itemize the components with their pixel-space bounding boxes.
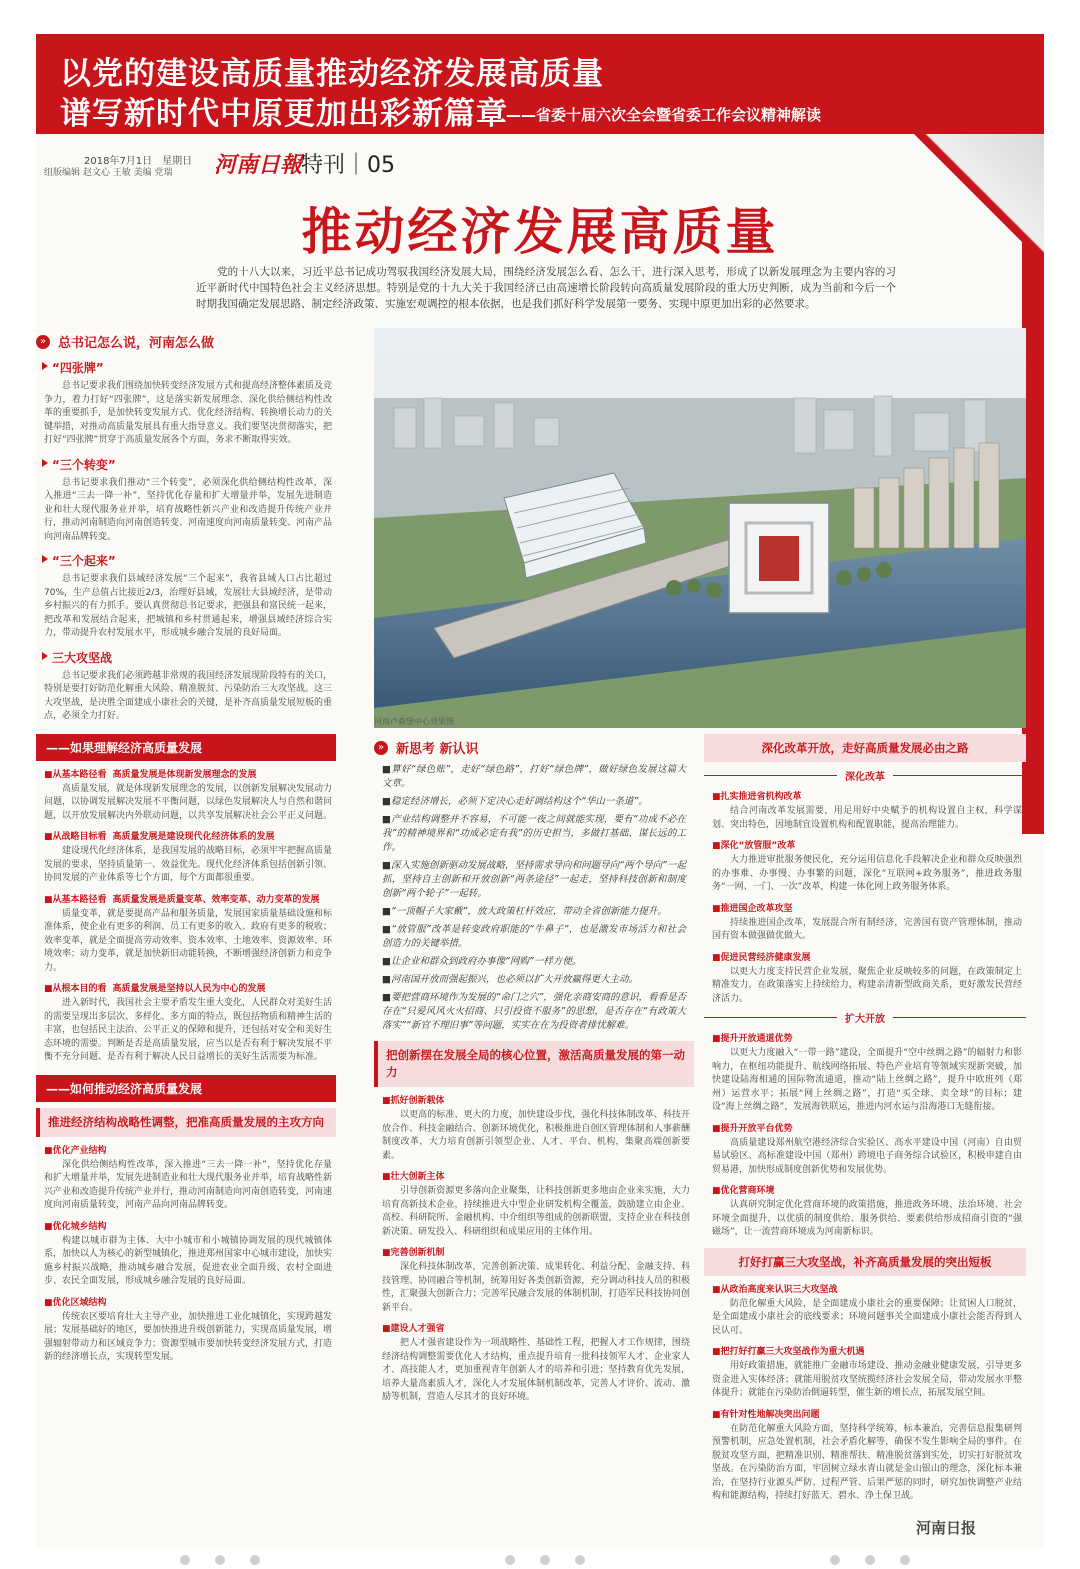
reform-label: 深化改革 [845, 772, 885, 783]
intro-paragraph: 党的十八大以来，习近平总书记成功驾驭我国经济发展大局，围绕经济发展怎么看、怎么干，进行深入思考，形成了以新发展理念为主要内容的习近平新时代中国特色社会主义经济思想。特别是党的十九大关于我国经济已由高速增长阶段转向高质量发展阶段的重大历史判断，成为当前和今后一个时期我国确定发展思路、制定经济政策、实施宏观调控的根本依据，也是我们抓好科学发展第一要务、实现中原更加出彩的必然要求。 [196, 266, 896, 310]
reform-subheading: ■促进民营经济健康发展 [712, 952, 811, 963]
reform-text: 持续推进国企改革，发展混合所有制经济，完善国有资产管理体制，推动国有资本做强做优做大。 [712, 917, 1022, 941]
innovation-subheading: ■完善创新机制 [382, 1248, 445, 1258]
promote-text: 深化供给侧结构性改革，深入推进“三去一降一补”，坚持优化存量和扩大增量并举，发展先进制造业和壮大现代服务业并举，培育战略性新兴产业和改造提升传统产业并行，推动河南制造向河南创造转变，河南速度向河南质量转变，河南产品向河南品牌转变。 [44, 1159, 333, 1210]
banner-line-1: 以党的建设高质量推动经济发展高质量 [60, 56, 604, 92]
middle-section-title: 新思考 新认识 [396, 742, 479, 757]
open-text: 以更大力度融入“一带一路”建设，全面提升“空中丝绸之路”的辐射力和影响力，在枢纽功能提升、航线网络拓展、特色产业培育等领域实现新突破，加快建设陆海相通的国际物流通道，推动“陆上丝绸之路”，提升中欧班列（郑州）运营水平；拓展“网上丝绸之路”，打造“买全球、卖全球”的目标；建设“海上丝绸之路”，发展海铁联运，推进内河水运与沿海港口无缝衔接。 [712, 1048, 1022, 1112]
right-column [704, 734, 1026, 1504]
battle-items [704, 1282, 1026, 1504]
reform-items [704, 789, 1026, 1006]
promote-box [36, 1108, 336, 1137]
quote-item: ■让企业和群众到政府办事像“网购”一样方便。 [382, 956, 582, 967]
left-items [36, 359, 336, 724]
quote-item: ■稳定经济增长，必须下定决心走好调结构这个“华山一条道”。 [382, 796, 648, 807]
reform-subheading: ■推进国企改革攻坚 [712, 903, 793, 914]
left-item-heading: “四张牌” [42, 359, 336, 376]
open-subheading: ■提升开放通道优势 [712, 1034, 793, 1044]
left-item-text: 总书记要求我们推动“三个转变”，必须深化供给侧结构性改革，深入推进“三去一降一补”，坚持优化存量和扩大增量并举，发展先进制造业和壮大现代服务业并举，培育战略性新兴产业和改造提升传统产业并行，推动河南制造向河南创造转变、河南速度向河南质量转变、河南产品向河南品牌转变。 [44, 477, 333, 542]
pager-dots-middle [505, 1555, 585, 1565]
image-caption: 河南卢森堡中心效果图 [374, 717, 454, 726]
left-item-heading: 三大攻坚战 [42, 649, 336, 666]
battle-text: 防范化解重大风险，是全面建成小康社会的重要保障；让贫困人口脱贫，是全面建成小康社会的底线要求；环境问题事关全面建成小康社会能否得到人民认可。 [712, 1298, 1022, 1336]
open-subheading: ■优化营商环境 [712, 1186, 775, 1196]
promote-box-title: 推进经济结构战略性调整，把准高质量发展的主攻方向 [48, 1114, 324, 1129]
understand-heading: 高质量发展是建设现代化经济体系的发展 [112, 832, 275, 842]
issue-date: 2018年7月1日 星期日 [84, 156, 193, 167]
promote-subheading: ■优化产业结构 [44, 1145, 107, 1156]
understand-tag: ■从基本路径看 [44, 894, 107, 905]
quote-item: ■要把营商环境作为发展的“命门之穴”，强化亲商安商的意识，看看是否存在“只爱风风火火招商、只引投资不服务”的思想，是否存在“有政策大落实”“新官不理旧事”等问题，实实在在为投资者排忧解难。 [382, 992, 686, 1031]
quotes-list [374, 763, 694, 1033]
promote-subheading: ■优化区域结构 [44, 1297, 107, 1308]
open-subheading: ■提升开放平台优势 [712, 1123, 793, 1134]
reform-text: 大力推进审批服务便民化，充分运用信息化手段解决企业和群众反映强烈的办事难、办事慢、办事繁的问题，深化“互联网+政务服务”，推进政务服务“一网、一门、一次”改革，构建一体化网上政务服务体系。 [712, 855, 1022, 892]
innovation-text: 引导创新资源更多落向企业聚集，让科技创新更多地由企业来实施，大力培育高新技术企业，持续推进大中型企业研发机构全覆盖，鼓励建立由企业、高校、科研院所、金融机构、中介组织等组成的创新联盟，支持企业在科技创新决策、研发投入、科研组织和成果应用的主体作用。 [382, 1186, 690, 1237]
left-column [36, 328, 336, 1365]
reform-text: 以更大力度支持民营企业发展，聚焦企业反映较多的问题，在政策制定上精准发力，在政策落实上持续给力，构建亲清新型政商关系，更好激发民营经济活力。 [712, 966, 1022, 1004]
battle-subheading: ■把打好打赢三大攻坚战作为重大机遇 [712, 1347, 865, 1357]
battle-box-title: 打好打赢三大攻坚战，补齐高质量发展的突出短板 [704, 1248, 1026, 1276]
open-text: 高质量建设郑州航空港经济综合实验区、高水平建设中国（河南）自由贸易试验区、高标准建设中国（郑州）跨境电子商务综合试验区，积极申建自由贸易港，加快形成制度创新优势和发展优势。 [712, 1137, 1022, 1175]
rendering-image [374, 328, 1026, 728]
left-item-text: 总书记要求我们县域经济发展“三个起来”，我省县域人口占比超过70%，生产总值占比接近2/3，治理好县域，发展壮大县域经济，是带动乡村振兴的有力抓手。要认真贯彻总书记要求，把强县和富民统一起来，把改革和发展结合起来，把城镇和乡村贯通起来，增强县域经济综合实力，带动提升农村发展水平，形成城乡融合发展的良好局面。 [44, 574, 333, 638]
understand-text: 建设现代化经济体系，是我国发展的战略目标，必须牢牢把握高质量发展的要求，坚持质量第一、效益优先。现代化经济体系包括创新引领、协同发展的产业体系等七个方面，每个方面都很重要。 [44, 846, 333, 883]
left-item-heading: “三个起来” [42, 552, 336, 569]
innovation-text: 以更高的标准、更大的力度，加快建设步伐，强化科技体制改革、科技开放合作、科技金融结合、创新环境优化，积极推进自创区管理体制和人事薪酬制度改革，大力培育创新引领型企业、人才、平台、机构，集聚高端创新要素。 [382, 1110, 690, 1161]
quote-item: ■“放管服”改革是转变政府职能的“牛鼻子”，也是激发市场活力和社会创造力的关键举措。 [382, 924, 686, 949]
innovation-subheading: ■壮大创新主体 [382, 1172, 445, 1182]
page-title: 推动经济发展高质量 [301, 202, 779, 261]
reform-subheading: ■深化“放管服”改革 [712, 841, 796, 851]
quote-item: ■产业结构调整并不容易，不可能一夜之间就能实现，要有“功成不必在我”的精神境界和“功成必定有我”的历史担当，多做打基础、谋长远的工作。 [382, 814, 686, 853]
newspaper-page [36, 34, 1044, 1549]
battle-text: 在防范化解重大风险方面，坚持科学统筹，标本兼治，完善信息报集研判预警机制，应急处置机制，社会矛盾化解等，确保不发生影响全局的事件。在脱贫攻坚方面，把精准识别、精准帮扶、精准脱贫落到实处，切实打好脱贫攻坚战。在污染防治方面，牢固树立绿水青山就是金山银山的理念，深化标本兼治，在坚持行业源头严防、过程严管、后果严惩的同时，研究加快调整产业结构和能源结构，持续打好蓝天、碧水、净土保卫战。 [712, 1423, 1022, 1501]
understand-subheading [44, 892, 336, 905]
understand-subheading [44, 767, 336, 780]
reform-subheading: ■扎实推进省机构改革 [712, 792, 802, 802]
promote-text: 构建以城市群为主体、大中小城市和小城镇协调发展的现代城镇体系，加快以人为核心的新型城镇化，推进郑州国家中心城市建设，加快实施乡村振兴战略，推动城乡融合发展，促进农业全面升级、农村全面进步、农民全面发展，形成城乡融合发展的良好局面。 [44, 1235, 333, 1286]
left-item-text: 总书记要求我们必须跨越非常规的我国经济发展现阶段特有的关口，特别是要打好防范化解重大风险、精准脱贫、污染防治三大攻坚战。这三大攻坚战，是决胜全面建成小康社会的关键，是补齐高质量发展短板的重点，必须全力打好。 [44, 670, 333, 721]
middle-column [374, 734, 694, 1405]
open-items [704, 1031, 1026, 1240]
promote-title: ——如何推动经济高质量发展 [36, 1075, 336, 1102]
battle-text: 用好政策措施，就能推广金融市场建设、推动金融业健康发展，引导更多资金进入实体经济；就能用脱贫攻坚统揽经济社会发展全局，带动发展水平整体提升；就能在污染防治倒逼转型，催生新的增长点，拓展发展空间。 [712, 1361, 1022, 1398]
battle-subheading: ■有针对性地解决突出问题 [712, 1409, 820, 1420]
innovation-text: 把人才强省建设作为一项战略性、基础性工程，把握人才工作规律，围绕经济结构调整需要优化人才结构，重点提升培育一批科技领军人才、企业家人才、高技能人才，更加重视青年创新人才的培养和引进；坚持教育优先发展，培养大量高素质人才，深化人才发展体制机制改革，完善人才评价、流动、激励等机制，营造人尽其才的良好环境。 [382, 1338, 690, 1402]
understand-heading: 高质量发展是体现新发展理念的发展 [112, 769, 257, 780]
open-divider [704, 1010, 1026, 1025]
pager-dots-right [830, 1555, 910, 1565]
understand-subheading [44, 981, 336, 994]
left-item-heading: “三个转变” [42, 456, 336, 473]
quote-item: ■深入实施创新驱动发展战略，坚持需求导向和问题导向“两个导向”一起抓，坚持自主创新和开放创新“两条途径”一起走，坚持科技创新和制度创新“两个轮子”一起转。 [382, 860, 686, 899]
promote-subheading: ■优化城乡结构 [44, 1221, 107, 1232]
chevron-icon: » [374, 741, 388, 755]
innovation-items [374, 1093, 694, 1405]
understand-text: 质量变革，就是要提高产品和服务质量，发展国家质量基础设施和标准体系，使企业有更多的利润、员工有更多的收入、政府有更多的税收；效率变革，就是全面提高劳动效率、资本效率、土地效率、资源效率、环境效率；动力变革，就是加快新旧动能转换，不断增强经济创新力和竞争力。 [44, 908, 333, 973]
quote-item: ■“一顶帽子大家戴”，放大政策杠杆效应，带动全省创新能力提升。 [382, 906, 667, 917]
open-text: 认真研究制定优化营商环境的政策措施，推进政务环境、法治环境、社会环境全面提升，以优质的制度供给、服务供给、要素供给形成招商引资的“强磁场”，让一流营商环境成为河南新标识。 [712, 1200, 1022, 1237]
middle-section-header [374, 738, 694, 757]
pager-dots-left [180, 1555, 260, 1565]
banner-line-2: 谱写新时代中原更加出彩新篇章 [60, 96, 508, 132]
understand-subheading [44, 829, 336, 842]
reform-box-title: 深化改革开放，走好高质量发展必由之路 [704, 734, 1026, 762]
chevron-icon: » [36, 335, 50, 349]
open-label: 扩大开放 [845, 1014, 885, 1025]
understand-title: ——如果理解经济高质量发展 [36, 734, 336, 761]
left-item-text: 总书记要求我们围绕加快转变经济发展方式和提高经济整体素质及竞争力，着力打好“四张牌”，这是落实新发展理念、深化供给侧结构性改革的重要抓手，是加快转变发展方式、优化经济结构、转换增长动力的关键举措，对推动高质量发展具有重大指导意义。我们要坚决贯彻落实，把打好“四张牌”贯穿于高质量发展各个方面，务求不断取得实效。 [44, 381, 333, 445]
battle-subheading: ■从政治高度来认识三大攻坚战 [712, 1284, 838, 1295]
quote-item: ■河南国开放而强起振兴，也必须以扩大开放赢得更大主动。 [382, 974, 638, 985]
left-section-title: 总书记怎么说，河南怎么做 [58, 336, 215, 351]
understand-tag: ■从战略目标看 [44, 832, 107, 842]
innovation-box [374, 1041, 694, 1087]
innovation-text: 深化科技体制改革，完善创新决策、成果转化、利益分配、金融支持、科技管理、协同融合等机制，统筹用好各类创新资源，充分调动科技人员的积极性，汇聚强大创新合力；完善军民融合发展的体制机制，打造军民科技协同创新平台。 [382, 1262, 690, 1313]
understand-text: 高质量发展，就是体现新发展理念的发展，以创新发展解决发展动力问题，以协调发展解决发展不平衡问题，以绿色发展解决人与自然和谐问题，以开放发展解决内外联动问题，以共享发展解决社会公平正义问题。 [44, 783, 333, 821]
banner [36, 34, 1044, 134]
understand-text: 进入新时代，我国社会主要矛盾发生重大变化，人民群众对美好生活的需要呈现出多层次、多样化、多方面的特点，既包括物质和精神生活的丰富，也包括民主法治、公平正义的保障和提升，还包括对安全和美好生态环境的需要。判断是否是高质量发展，应当以是否有利于解决发展不平衡不充分问题、是否有利于解决人民日益增长的美好生活需要为标准。 [44, 998, 333, 1062]
editor-credits: 组版编辑 赵文心 王敏 美编 党瑞 [44, 168, 173, 178]
quote-item: ■算好“绿色账”，走好“绿色路”，打好“绿色牌”，做好绿色发展这篇大文章。 [382, 764, 686, 789]
watermark: 河南日报 [916, 1519, 977, 1537]
understand-items [36, 767, 336, 1065]
understand-heading: 高质量发展是坚持以人民为中心的发展 [112, 984, 266, 994]
reform-text: 结合河南改革发展需要，用足用好中央赋予的机构设置自主权，科学谋划、突出特色，因地制宜设置机构和配置职能，提高治理能力。 [712, 806, 1022, 830]
banner-subtitle: ——省委十届六次全会暨省委工作会议精神解读 [506, 106, 822, 124]
understand-tag: ■从基本路径看 [44, 769, 107, 780]
promote-text: 传统农区要培育壮大主导产业，加快推进工业化城镇化，实现跨越发展；发展基础好的地区，要加快推进升级创新能力，实现高质量发展，增强辐射带动力和区域竞争力；资源型城市要加快转变经济发展方式，打造新的经济增长点，实现转型发展。 [44, 1311, 333, 1362]
understand-heading: 高质量发展是质量变革、效率变革、动力变革的发展 [112, 894, 320, 905]
promote-items [36, 1143, 336, 1365]
city-rendering-illustration [374, 328, 1026, 728]
section-page-number: 特刊｜05 [301, 153, 395, 178]
innovation-subheading: ■抓好创新载体 [382, 1096, 445, 1106]
reform-divider [704, 768, 1026, 783]
innovation-title: 把创新摆在发展全局的核心位置，激活高质量发展的第一动力 [386, 1048, 685, 1079]
innovation-subheading: ■建设人才强省 [382, 1324, 445, 1334]
understand-tag: ■从根本目的看 [44, 984, 107, 994]
left-section-header [36, 332, 336, 351]
newspaper-logo: 河南日報 [214, 152, 303, 178]
